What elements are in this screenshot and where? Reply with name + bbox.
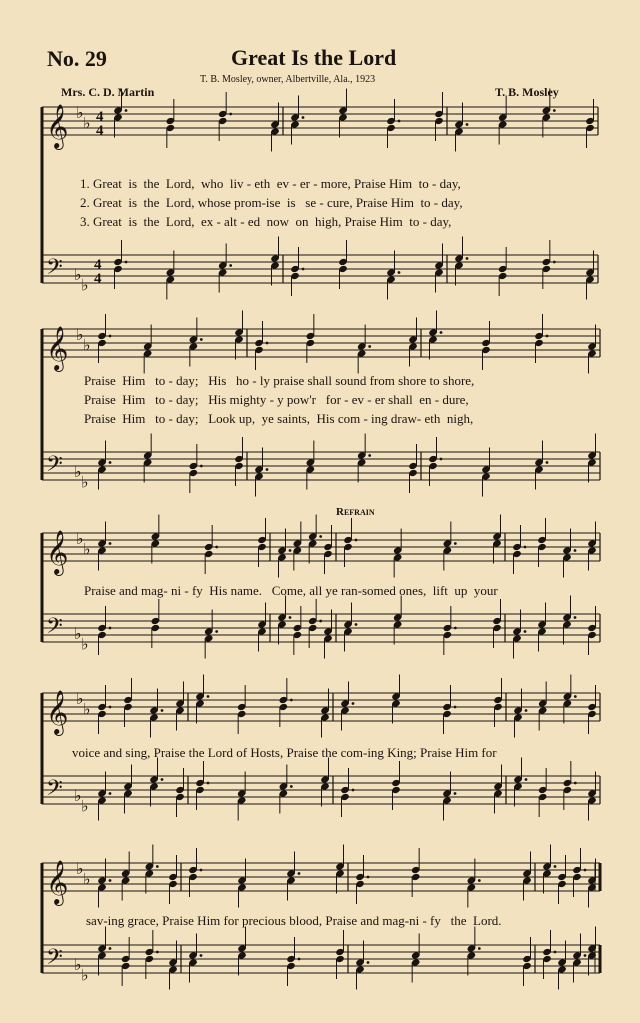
dot-icon xyxy=(319,535,322,538)
time-signature-upper: 4 xyxy=(94,257,102,273)
flat-icon: ♭ xyxy=(76,105,84,122)
dot-icon xyxy=(109,879,112,882)
dot-icon xyxy=(355,539,358,542)
dot-icon xyxy=(289,549,292,552)
dot-icon xyxy=(319,620,322,623)
dot-icon xyxy=(266,468,269,471)
dot-icon xyxy=(207,782,210,785)
flat-icon: ♭ xyxy=(74,788,82,805)
dot-icon xyxy=(109,706,112,709)
flat-icon: ♭ xyxy=(76,861,84,878)
dot-icon xyxy=(440,458,443,461)
dot-icon xyxy=(125,109,128,112)
lyric-line-s1-v3: 3. Great is the Lord, ex - alt - ed now on high, Praise Him to - day, xyxy=(80,214,452,229)
lyric-line-s2-v3: Praise Him to - day; Look up, ye saints, His com - ing draw- eth nigh, xyxy=(84,411,474,426)
dot-icon xyxy=(368,345,371,348)
dot-icon xyxy=(524,630,527,633)
dot-icon xyxy=(125,261,128,264)
flat-icon: ♭ xyxy=(83,337,91,355)
lyric-line-s2-v2: Praise Him to - day; His mighty - y pow'r for - ev - er shall en - dure, xyxy=(84,392,469,407)
dot-icon xyxy=(440,331,443,334)
lyric-line-s2-v1: Praise Him to - day; His ho - ly praise shall sound from shore to shore, xyxy=(84,373,475,388)
flat-icon: ♭ xyxy=(81,636,89,654)
dot-icon xyxy=(302,268,305,271)
dot-icon xyxy=(355,623,358,626)
flat-icon: ♭ xyxy=(83,115,91,133)
dot-icon xyxy=(454,706,457,709)
dot-icon xyxy=(207,695,210,698)
time-signature-upper: 4 xyxy=(96,109,104,125)
lyricist-credit: Mrs. C. D. Martin xyxy=(61,85,155,99)
flat-icon: ♭ xyxy=(83,541,91,559)
dot-icon xyxy=(574,782,577,785)
dot-icon xyxy=(109,542,112,545)
bass-clef-icon: 𝄢 xyxy=(46,614,63,644)
flat-icon: ♭ xyxy=(81,798,89,816)
time-signature-lower: 4 xyxy=(94,271,102,287)
bass-clef-icon: 𝄢 xyxy=(46,945,63,975)
composer-credit: T. B. Mosley xyxy=(495,85,559,99)
dot-icon xyxy=(367,961,370,964)
flat-icon: ♭ xyxy=(74,464,82,481)
treble-clef-icon: 𝄞 xyxy=(46,104,69,148)
treble-clef-icon: 𝄞 xyxy=(46,326,69,370)
dot-icon xyxy=(109,627,112,630)
dot-icon xyxy=(584,954,587,957)
treble-clef-icon: 𝄞 xyxy=(46,690,69,734)
dot-icon xyxy=(584,869,587,872)
dot-icon xyxy=(546,461,549,464)
dot-icon xyxy=(156,865,159,868)
dot-icon xyxy=(302,116,305,119)
dot-icon xyxy=(109,335,112,338)
dot-icon xyxy=(289,616,292,619)
hymn-number: No. 29 xyxy=(47,46,107,71)
dot-icon xyxy=(367,876,370,879)
dot-icon xyxy=(298,958,301,961)
dot-icon xyxy=(109,461,112,464)
dot-icon xyxy=(478,947,481,950)
lyric-line-s1-v2: 2. Great is the Lord, whose prom-ise is se - cure, Praise Him to - day, xyxy=(80,195,463,210)
treble-clef-icon: 𝄞 xyxy=(46,860,69,904)
dot-icon xyxy=(368,454,371,457)
lyric-line-s5: sav-ing grace, Praise Him for precious blood, Praise and mag-ni - fy the Lord. xyxy=(86,913,502,928)
dot-icon xyxy=(229,113,232,116)
time-signature-lower: 4 xyxy=(96,123,104,139)
flat-icon: ♭ xyxy=(76,691,84,708)
dot-icon xyxy=(215,630,218,633)
dot-icon xyxy=(266,342,269,345)
flat-icon: ♭ xyxy=(76,327,84,344)
flat-icon: ♭ xyxy=(81,474,89,492)
dot-icon xyxy=(298,872,301,875)
dot-icon xyxy=(466,123,469,126)
dot-icon xyxy=(574,695,577,698)
lyric-line-s3: Praise and mag- ni - fy His name. Come, all ye ran-somed ones, lift up your xyxy=(84,583,498,598)
bass-clef-icon: 𝄢 xyxy=(46,776,63,806)
dot-icon xyxy=(454,542,457,545)
flat-icon: ♭ xyxy=(74,957,82,974)
dot-icon xyxy=(161,709,164,712)
dot-icon xyxy=(352,789,355,792)
dot-icon xyxy=(352,702,355,705)
copyright-notice: T. B. Mosley, owner, Albertville, Ala., 1923 xyxy=(200,74,376,85)
dot-icon xyxy=(109,947,112,950)
bass-clef-icon: 𝄢 xyxy=(46,452,63,482)
lyric-line-s1-v1: 1. Great is the Lord, who liv - eth ev - er - more, Praise Him to - day, xyxy=(80,176,461,191)
flat-icon: ♭ xyxy=(83,871,91,889)
dot-icon xyxy=(525,778,528,781)
dot-icon xyxy=(290,699,293,702)
dot-icon xyxy=(200,465,203,468)
flat-icon: ♭ xyxy=(74,626,82,643)
dot-icon xyxy=(525,709,528,712)
dot-icon xyxy=(574,549,577,552)
dot-icon xyxy=(554,951,557,954)
bass-clef-icon: 𝄢 xyxy=(46,255,63,285)
flat-icon: ♭ xyxy=(83,701,91,719)
hymn-title: Great Is the Lord xyxy=(231,45,397,70)
dot-icon xyxy=(398,120,401,123)
dot-icon xyxy=(161,778,164,781)
treble-clef-icon: 𝄞 xyxy=(46,530,69,574)
refrain-label: Refrain xyxy=(336,506,375,518)
dot-icon xyxy=(454,627,457,630)
dot-icon xyxy=(215,546,218,549)
dot-icon xyxy=(546,335,549,338)
dot-icon xyxy=(398,271,401,274)
dot-icon xyxy=(109,792,112,795)
dot-icon xyxy=(574,616,577,619)
dot-icon xyxy=(200,338,203,341)
flat-icon: ♭ xyxy=(74,267,82,284)
dot-icon xyxy=(466,257,469,260)
flat-icon: ♭ xyxy=(81,277,89,295)
dot-icon xyxy=(478,879,481,882)
dot-icon xyxy=(554,865,557,868)
dot-icon xyxy=(553,109,556,112)
flat-icon: ♭ xyxy=(81,967,89,985)
dot-icon xyxy=(454,792,457,795)
dot-icon xyxy=(290,785,293,788)
dot-icon xyxy=(524,546,527,549)
dot-icon xyxy=(156,951,159,954)
dot-icon xyxy=(200,954,203,957)
lyric-line-s4: voice and sing, Praise the Lord of Hosts, Praise the com-ing King; Praise Him for xyxy=(72,745,497,760)
dot-icon xyxy=(200,869,203,872)
dot-icon xyxy=(229,264,232,267)
dot-icon xyxy=(553,261,556,264)
flat-icon: ♭ xyxy=(76,531,84,548)
